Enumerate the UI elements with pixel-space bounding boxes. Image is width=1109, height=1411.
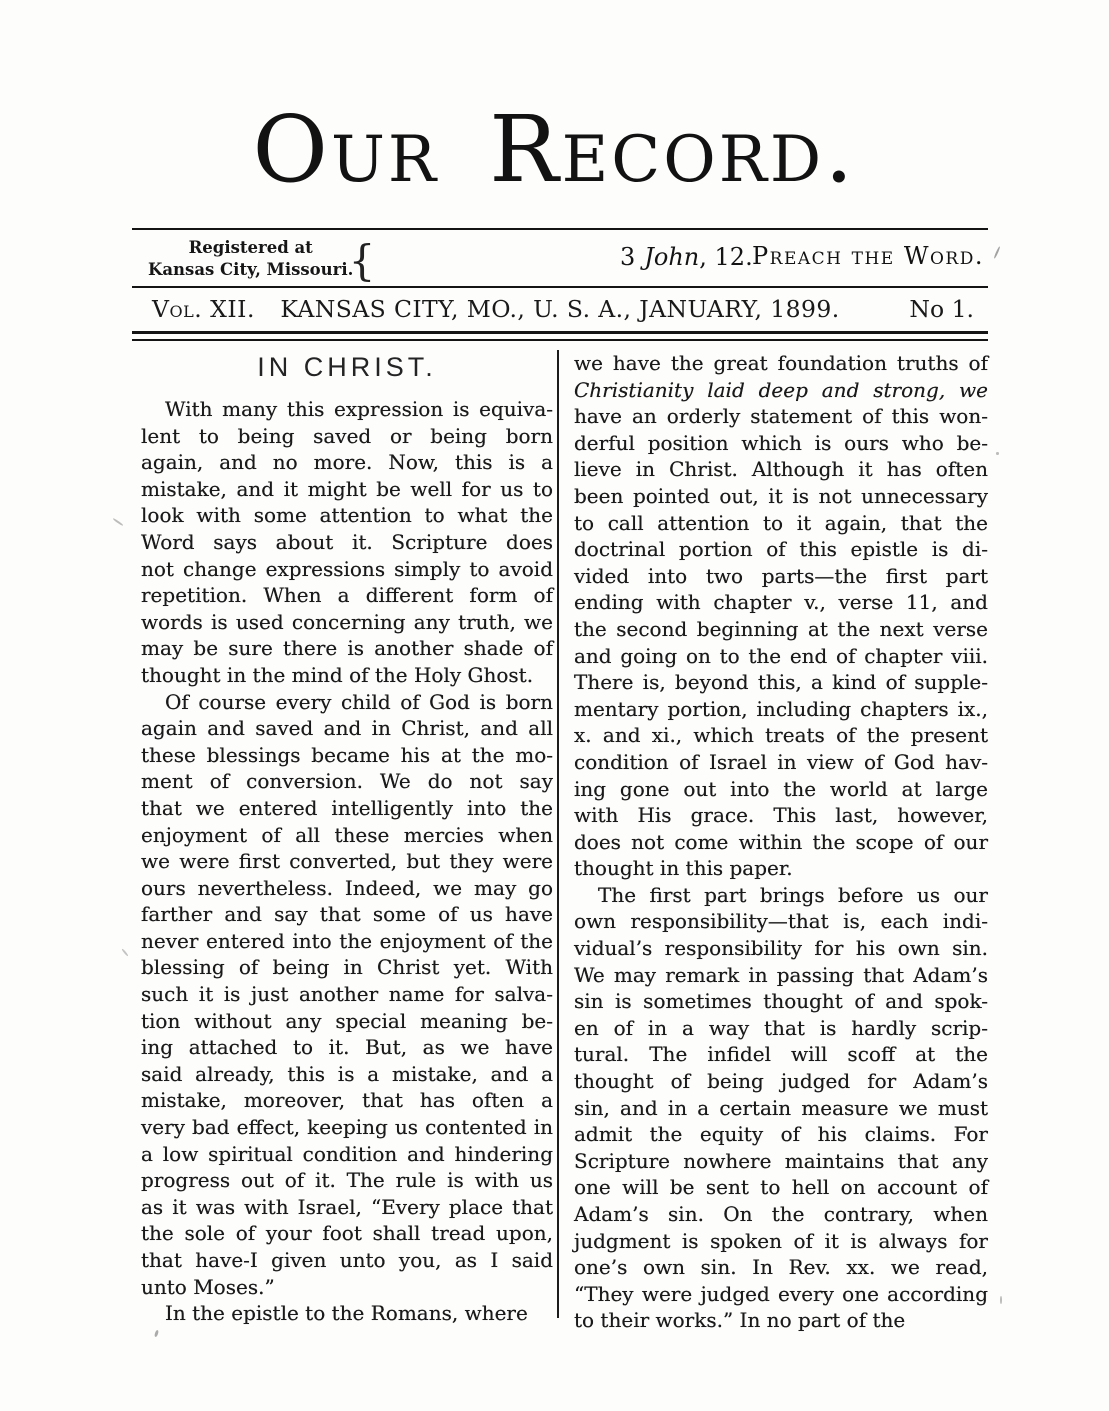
scan-speck: [121, 948, 128, 956]
text-line: We may remark in passing that Adam’s: [574, 962, 988, 987]
text-line: a low spiritual condition and hindering: [141, 1141, 553, 1166]
verse-rest: , 12.: [699, 243, 753, 271]
text-line: unto Moses.”: [141, 1274, 275, 1299]
text-line: thought in this paper.: [574, 856, 793, 881]
double-rule-top: [132, 331, 988, 334]
scan-speck: [996, 452, 999, 455]
text-line: “They were judged every one according: [574, 1281, 988, 1306]
text-line: vided into two parts—the first part: [574, 563, 988, 588]
article-heading: IN CHRIST.: [257, 352, 437, 382]
text-line: en of in a way that is hardly scrip-: [574, 1015, 988, 1040]
brace-glyph: {: [348, 236, 376, 285]
registered-line-1: Registered at: [188, 238, 313, 257]
text-line: lent to being saved or being born: [141, 423, 553, 448]
text-line: repetition. When a different form of: [141, 583, 553, 608]
text-line: ment of conversion. We do not say: [141, 769, 553, 794]
middle-rule: [132, 286, 988, 288]
issue-line: [132, 292, 988, 330]
text-line: There is, beyond this, a kind of supple-: [574, 670, 988, 695]
text-line: again and saved and in Christ, and all: [141, 716, 553, 741]
text-line: ours nevertheless. Indeed, we may go: [141, 875, 553, 900]
text-line: one’s own sin. In Rev. xx. we read,: [574, 1255, 988, 1280]
verse-book: John: [644, 243, 700, 271]
column-divider: [557, 350, 559, 1318]
text-line: tural. The infidel will scoff at the: [574, 1042, 988, 1067]
text-line: been pointed out, it is not unnecessary: [574, 483, 988, 508]
text-line: judgment is spoken of it is always for: [574, 1228, 988, 1253]
text-line: Of course every child of God is born: [165, 689, 553, 714]
text-line: and going on to the end of chapter viii.: [574, 643, 988, 668]
text-line: With many this expression is equiva-: [165, 397, 553, 421]
paragraph: [574, 882, 988, 1334]
text-line: blessing of being in Christ yet. With: [141, 955, 553, 980]
registered-line-2: Kansas City, Missouri.: [148, 260, 354, 279]
scripture-reference: [620, 243, 753, 271]
text-line: tion without any special meaning be-: [141, 1008, 553, 1033]
text-line: own responsibility—that is, each indi-: [574, 909, 988, 934]
text-line: Scripture nowhere maintains that any: [574, 1148, 988, 1173]
text-line: enjoyment of all these mercies when: [141, 822, 553, 847]
double-rule-bottom: [132, 339, 988, 341]
text-line: mistake, and it might be well for us to: [141, 476, 553, 501]
text-line: we were first converted, but they were: [141, 849, 553, 874]
volume-label: Vol. XII.: [152, 295, 255, 323]
text-line: to call attention to it again, that the: [574, 510, 988, 535]
text-line: mentary portion, including chapters ix.,: [574, 696, 988, 721]
text-line: sin is sometimes thought of and spok-: [574, 989, 988, 1014]
text-line: thought of being judged for Adam’s: [574, 1069, 988, 1094]
left-column: [132, 350, 553, 1327]
text-line: The first part brings before us our: [598, 882, 988, 907]
paragraph: [141, 689, 553, 1301]
text-line: to their works.” In no part of the: [574, 1308, 906, 1333]
motto: Preach the Word.: [752, 242, 984, 270]
text-line: admit the equity of his claims. For: [574, 1122, 988, 1147]
text-line: with His grace. This last, however,: [574, 803, 988, 828]
text-line: again, and no more. Now, this is a: [141, 450, 553, 475]
right-column-text: [574, 350, 988, 1334]
text-line: ending with chapter v., verse 11, and: [574, 590, 988, 615]
text-line: condition of Israel in view of God hav-: [574, 749, 988, 774]
text-line: the sole of your foot shall tread upon,: [141, 1221, 553, 1246]
right-column: [574, 350, 988, 1334]
text-line: ing gone out into the world at large: [574, 776, 988, 801]
text-line: said already, this is a mistake, and a: [141, 1061, 553, 1086]
issue-number: No 1.: [909, 295, 974, 323]
text-line: Christianity laid deep and strong, we: [574, 377, 988, 402]
verse-number: 3: [620, 243, 636, 271]
text-line: never entered into the enjoyment of the: [141, 928, 553, 953]
text-line: Adam’s sin. On the contrary, when: [574, 1202, 988, 1226]
text-line: progress out of it. The rule is with us: [141, 1168, 553, 1193]
text-line: mistake, moreover, that has often a: [141, 1088, 553, 1113]
paragraph: [141, 1300, 553, 1327]
text-line: words is used concerning any truth, we: [141, 609, 553, 634]
text-line: these blessings became his at the mo-: [141, 742, 553, 767]
scan-speck: [113, 518, 124, 527]
masthead-title: Our Record.: [252, 96, 857, 203]
place-date: KANSAS CITY, MO., U. S. A., JANUARY, 1899.: [280, 295, 840, 323]
text-line: farther and say that some of us have: [141, 902, 553, 927]
text-line: x. and xi., which treats of the present: [574, 723, 988, 748]
registered-block: [148, 236, 376, 285]
text-line: we have the great foundation truths of: [574, 351, 988, 375]
text-line: derful position which is ours who be-: [574, 430, 988, 455]
scan-speck: [1000, 1296, 1002, 1304]
left-column-text: [141, 396, 553, 1327]
text-line: sin, and in a certain measure we must: [574, 1095, 988, 1120]
paragraph: [141, 396, 553, 689]
text-line: that we entered intelligently into the: [141, 795, 553, 820]
text-line: doctrinal portion of this epistle is di-: [574, 537, 988, 562]
text-line: vidual’s responsibility for his own sin.: [574, 936, 988, 961]
text-line: very bad effect, keeping us contented in: [141, 1115, 553, 1140]
text-line: that have-I given unto you, as I said: [141, 1248, 553, 1272]
text-line: may be sure there is another shade of: [141, 636, 553, 661]
text-line: as it was with Israel, “Every place that: [141, 1194, 553, 1219]
text-line: one will be sent to hell on account of: [574, 1175, 988, 1200]
text-line: In the epistle to the Romans, where: [165, 1301, 528, 1326]
text-line: Word says about it. Scripture does: [141, 529, 553, 554]
top-rule: [132, 228, 988, 230]
text-line: ing attached to it. But, as we have: [141, 1035, 553, 1060]
paragraph: [574, 350, 988, 882]
text-line: lieve in Christ. Although it has often: [574, 457, 988, 482]
scan-speck: [993, 246, 1000, 259]
text-line: does not come within the scope of our: [574, 829, 988, 854]
masthead-row: [132, 233, 988, 285]
text-line: not change expressions simply to avoid: [141, 556, 553, 581]
article-columns: [132, 350, 988, 1334]
text-line: have an orderly statement of this won-: [574, 404, 988, 429]
text-line: look with some attention to what the: [141, 503, 553, 528]
text-line: the second beginning at the next verse: [574, 616, 988, 641]
text-line: thought in the mind of the Holy Ghost.: [141, 662, 534, 687]
text-line: such it is just another name for salva-: [141, 982, 553, 1007]
